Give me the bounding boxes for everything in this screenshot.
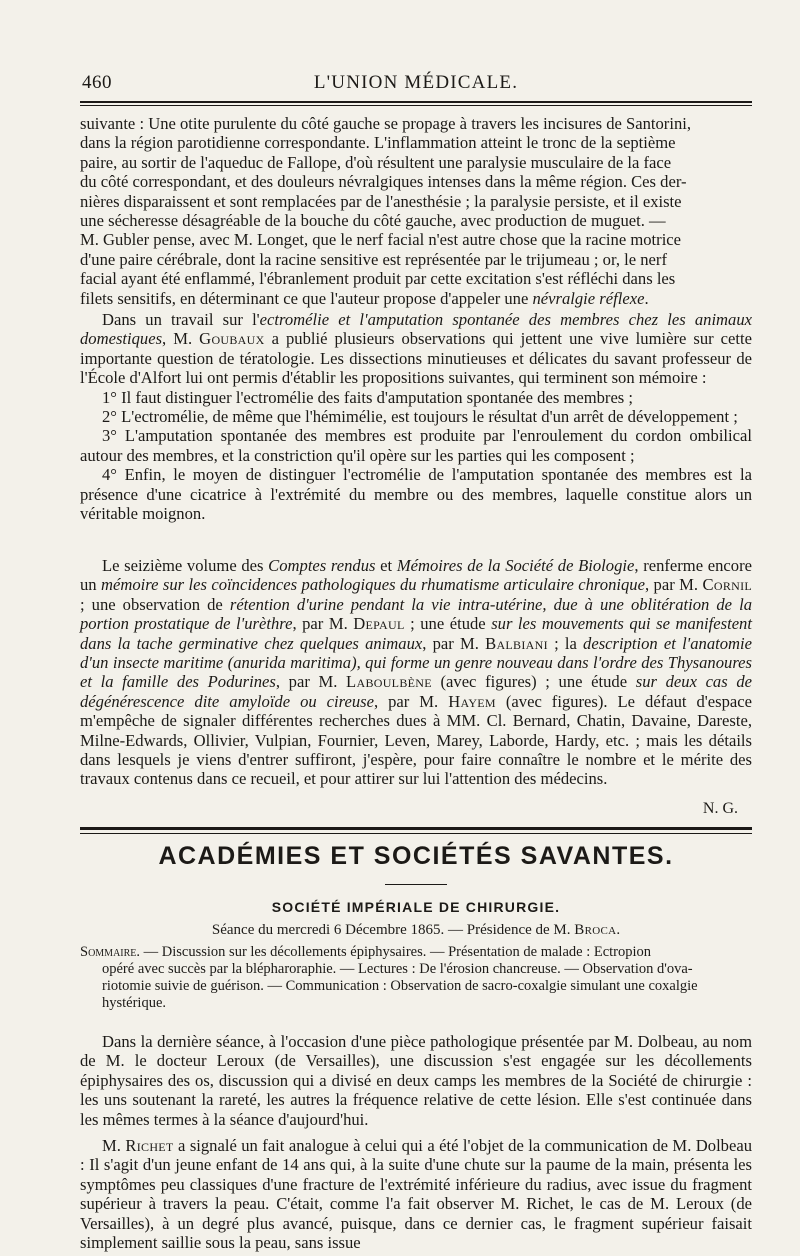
- paragraph-otite: [80, 114, 752, 308]
- para1-last-end: .: [644, 288, 649, 308]
- text-span: , par M.: [292, 614, 354, 634]
- section-separator-thin: [80, 833, 752, 834]
- author-name: Laboulbène: [346, 672, 432, 692]
- section-separator: [80, 827, 752, 830]
- sommaire-lead: Sommaire.: [80, 944, 141, 960]
- text-span: (avec figures) ; une étude: [431, 672, 636, 692]
- para1-line-4: du côté correspondant, et des douleurs névralgiques intenses dans la même région. Ces der-: [80, 172, 687, 192]
- text-span: Le seizième volume des: [102, 556, 269, 575]
- society-title: SOCIÉTÉ IMPÉRIALE DE CHIRURGIE.: [271, 899, 561, 915]
- header-rule: [80, 101, 752, 103]
- author-name: Depaul: [353, 614, 405, 634]
- richet-paragraph: [80, 1136, 752, 1252]
- seance-paragraph: Dans la dernière séance, à l'occasion d'une pièce pathologique présentée par M. Dolbeau, au nom de M. le docteur Leroux (de Versailles), une discussion s'est engagée sur les décollements épiphysaires des os, discussion qui a divisé en deux camps les membres de la Société de chirurgie : les uns soutenant la rareté, les autres la fréquence relative de cette lésion. Elle s'est continuée dans les mêmes termes à la séance d'aujourd'hui.: [80, 1032, 752, 1129]
- author-name: Goubaux: [199, 329, 265, 349]
- paragraph-goubaux: [80, 310, 752, 523]
- sommaire-text: — Discussion sur les décollements épiphysaires. — Présentation de malade : Ectropion: [140, 944, 652, 960]
- text-span: a signalé un fait analogue à celui qui a été l'objet de la communication de M. Dolbeau : Il s'agit d'un jeune enfant de 14 ans qui, à la suite d'une chute sur la paume de la main, présenta les symptômes peu classiques d'une fracture de l'extrémité inférieure du radius, avec issue du fragment supérieur à travers la peau. C'était, comme l'a fait observer M. Richet, le cas de M. Leroux (de Versailles), à un degré plus avancé, puisque, dans ce dernier cas, le fragment supérieur faisait simplement saillie sous la peau, sans issue: [80, 1136, 752, 1253]
- paragraph-richet: [80, 1136, 752, 1252]
- author-name: Cornil: [702, 575, 753, 595]
- proposition-3: 3° L'amputation spontanée des membres est produite par l'enroulement du cordon ombilical autour des membres, et la constriction qu'il opère sur les parties qui les composent ;: [80, 426, 752, 465]
- page-number: 460: [82, 72, 112, 93]
- proposition-2: 2° L'ectromélie, de même que l'hémimélie, est toujours le résultat d'un arrêt de développement ;: [102, 407, 738, 427]
- header-rule-thin: [80, 105, 752, 106]
- proposition-1: 1° Il faut distinguer l'ectromélie des faits d'amputation spontanée des membres ;: [102, 387, 634, 407]
- author-name: Richet: [125, 1136, 174, 1155]
- para1-line-6: une sécheresse désagréable de la bouche du côté gauche, avec production de muguet. —: [80, 211, 666, 231]
- italic-title: description et l'anatomie d'un insecte maritime (anurida maritima), qui forme un genre nouveau dans l'ordre des Thysanoures et la famille des Podurines: [80, 633, 752, 692]
- section-title: ACADÉMIES ET SOCIÉTÉS SAVANTES.: [158, 842, 674, 870]
- signature: N. G.: [702, 800, 738, 817]
- para1-last-text: filets sensitifs, en déterminant ce que l'auteur propose d'appeler une: [80, 288, 533, 308]
- text-span: ; une étude: [404, 614, 492, 634]
- paragraph-seance: [80, 1032, 752, 1129]
- text-span: ; une observation de: [80, 594, 230, 614]
- journal-title: L'UNION MÉDICALE.: [313, 72, 519, 93]
- sommaire-line-1: [80, 944, 752, 961]
- sommaire-line-4: hystérique.: [102, 995, 167, 1011]
- italic-title: rétention d'urine pendant la vie intra-utérine, due à une oblitération de la portion prostatique de l'urèthre: [80, 594, 752, 634]
- text-span: (avec figures). Le défaut d'espace m'empêche de signaler différentes recherches dues à MM. Cl. Bernard, Chatin, Davaine, Dareste, Milne-Edwards, Ollivier, Vulpian, Fournier, Leven, Marey, Laborde, Hardy, etc. ; mais les détails dans lesquels je viens d'entrer suffiront, j'espère, pour faire connaître le nombre et le mérite des travaux contenus dans ce recueil, et pour attirer sur lui l'attention des médecins.: [80, 691, 752, 789]
- para1-line-5: nières disparaissent et sont remplacées par de l'anesthésie ; la paralysie persiste, et il existe: [80, 191, 682, 211]
- seance-text: Séance du mercredi 6 Décembre 1865. — Présidence de M.: [211, 922, 575, 938]
- text-span: , M.: [162, 329, 200, 349]
- text-span: et: [375, 556, 397, 575]
- author-name: Hayem: [448, 691, 496, 711]
- text-span: a publié plusieurs observations qui jettent une vive lumière sur cette importante question de tératologie. Les dissections minutieuses et délicates du savant professeur de l'École d'Alfort lui ont permis d'établir les propositions suivantes, qui terminent son mémoire :: [80, 329, 752, 388]
- sommaire: [80, 944, 752, 1012]
- sommaire-line-3: riotomie suivie de guérison. — Communication : Observation de sacro-coxalgie simulant une coxalgie: [102, 978, 698, 994]
- text-span: , renferme encore un: [80, 556, 752, 595]
- para1-line-2: dans la région parotidienne correspondante. L'inflammation atteint le tronc de la septième: [80, 133, 676, 153]
- para1-line-10: [80, 289, 752, 308]
- comptes-rendus-text: [80, 556, 752, 789]
- paragraph-comptes-rendus: [80, 556, 752, 789]
- para1-line-8: d'une paire cérébrale, dont la racine sensitive est représentée par le trijumeau ; or, le nerf: [80, 249, 667, 269]
- text-span: , par M.: [275, 672, 347, 692]
- proposition-4: 4° Enfin, le moyen de distinguer l'ectromélie de l'amputation spontanée des membres est la présence d'une cicatrice à l'extrémité du membre ou des membres, laquelle constitue alors un véritable moignon.: [80, 465, 752, 524]
- para1-line-1: suivante : Une otite purulente du côté gauche se propage à travers les incisures de Santorini,: [80, 114, 692, 133]
- president-name: Broca: [574, 922, 617, 938]
- text-span: Dans un travail sur l': [102, 310, 260, 329]
- para1-last-italic: névralgie réflexe: [532, 288, 645, 308]
- para1-line-3: paire, au sortir de l'aqueduc de Fallope, d'où résultent une paralysie musculaire de la face: [80, 152, 672, 172]
- italic-title: sur deux cas de dégénérescence dite amyloïde ou cireuse: [80, 672, 752, 711]
- para1-line-9: facial ayant été enflammé, l'ébranlement produit par cette excitation s'est réfléchi dans les: [80, 269, 676, 289]
- page-header: [82, 70, 750, 102]
- text-span: , par M.: [422, 633, 486, 653]
- sommaire-line-2: opéré avec succès par la blépharoraphie. — Lectures : De l'érosion chancreuse. — Observation d'ova-: [102, 961, 693, 977]
- italic-title: Mémoires de la Société de Biologie: [396, 556, 635, 575]
- goubaux-intro: [80, 310, 752, 388]
- text-span: ; la: [547, 633, 584, 653]
- seance-line: [80, 922, 752, 939]
- text-span: , par M.: [373, 691, 449, 711]
- italic-title: sur les mouvements qui se manifestent dans la tache germinative chez quelques animaux: [80, 614, 752, 653]
- italic-title: ectromélie et l'amputation spontanée des membres chez les animaux domestiques: [80, 310, 752, 349]
- italic-title: mémoire sur les coïncidences pathologiques du rhumatisme articulaire chronique: [101, 575, 645, 595]
- text-span: M.: [102, 1136, 126, 1155]
- short-rule: [385, 884, 447, 885]
- seance-end: .: [616, 922, 621, 938]
- author-name: Balbiani: [485, 633, 548, 653]
- text-span: , par M.: [644, 575, 703, 595]
- para1-line-7: M. Gubler pense, avec M. Longet, que le nerf facial n'est autre chose que la racine motrice: [80, 230, 682, 250]
- italic-title: Comptes rendus: [268, 556, 376, 575]
